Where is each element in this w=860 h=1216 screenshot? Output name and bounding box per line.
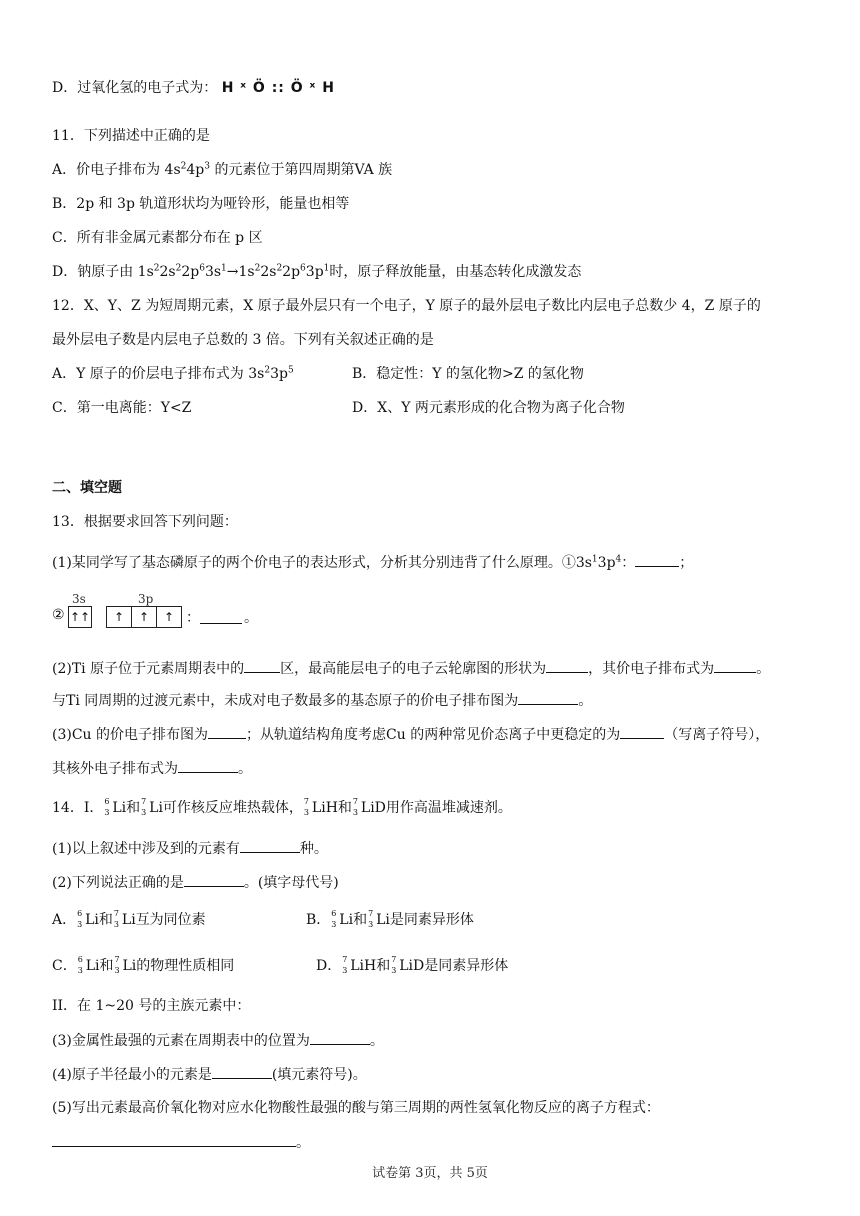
q12-option-d: D．X、Y 两元素形成的化合物为离子化合物 bbox=[352, 400, 625, 416]
orbital-colon: ： bbox=[186, 610, 200, 626]
q14-part4: (4)原子半径最小的元素是 (填元素符号)。 bbox=[52, 1064, 367, 1085]
answer-blank[interactable] bbox=[714, 658, 756, 673]
q11-option-c: C．所有非金属元素都分布在 p 区 bbox=[52, 230, 263, 246]
q14-part5: (5)写出元素最高价氧化物对应水化物酸性最强的酸与第三周期的两性氢氧化物反应的离子方程式： bbox=[52, 1100, 660, 1116]
q14-part5-answer: 。 bbox=[52, 1132, 310, 1153]
q10-d-text: D．过氧化氢的电子式为： bbox=[52, 80, 218, 96]
orbital-3s-box bbox=[68, 606, 92, 628]
answer-blank[interactable] bbox=[518, 690, 578, 705]
q13-stem: 13．根据要求回答下列问题： bbox=[52, 514, 238, 530]
q13-part3-line2: 其核外电子排布式为 。 bbox=[52, 758, 252, 779]
q13-part2-line2: 与Ti 同周期的过渡元素中，未成对电子数最多的基态原子的价电子排布图为 。 bbox=[52, 690, 592, 711]
page-footer: 试卷第 3页，共 5页 bbox=[372, 1166, 488, 1181]
q13-part2: (2)Ti 原子位于元素周期表中的 区，最高能层电子的电子云轮廓图的形状为 ，其价电子排布式为 。 bbox=[52, 658, 770, 679]
answer-blank[interactable] bbox=[178, 758, 238, 773]
q14-option-a: A． 6 3 Li和 7 3 Li互为同位素 bbox=[52, 909, 206, 929]
q14-option-c: C． 6 3 Li和 7 3 Li的物理性质相同 bbox=[52, 955, 235, 975]
q14-part3: (3)金属性最强的元素在周期表中的位置为 。 bbox=[52, 1030, 384, 1051]
q13-part1: (1)某同学写了基态磷原子的两个价电子的表达形式，分析其分别违背了什么原理。$①3s^13p^4$： ； bbox=[52, 552, 693, 573]
orbital-3p-boxes bbox=[106, 606, 182, 628]
answer-blank[interactable] bbox=[184, 872, 244, 887]
q11-stem: 11．下列描述中正确的是 bbox=[52, 128, 210, 144]
q11-option-b: B．2p 和 3p 轨道形状均为哑铃形，能量也相等 bbox=[52, 196, 350, 212]
label-3p: 3p bbox=[138, 592, 154, 606]
answer-blank[interactable] bbox=[52, 1132, 296, 1147]
answer-blank[interactable] bbox=[635, 552, 679, 567]
arrow-up-icon: ↑ bbox=[163, 610, 175, 624]
orbital-end: 。 bbox=[244, 610, 258, 626]
q12-stem-line1: 12．X、Y、Z 为短周期元素，X 原子最外层只有一个电子，Y 原子的最外层电子数比内层电子总数少 4，Z 原子的 bbox=[52, 298, 761, 314]
arrow-up-icon: ↑ bbox=[107, 607, 132, 627]
q14-intro: 14．I． 6 3 Li和 7 3 Li可作核反应堆热载体， 7 3 LiH和 7 3 LiD用作高温堆减速剂。 bbox=[52, 797, 512, 817]
q10-option-d bbox=[52, 78, 335, 98]
answer-blank[interactable] bbox=[200, 609, 242, 624]
q12-option-c: C．第一电离能：Y<Z bbox=[52, 400, 192, 416]
q11-option-d: D．钠原子由 $1s^22s^22p^63s^1\to 1s^22s^22p^63p^1$时，原子释放能量，由基态转化成激发态 bbox=[52, 263, 582, 280]
q14-part1: (1)以上叙述中涉及到的元素有 种。 bbox=[52, 838, 328, 859]
answer-blank[interactable] bbox=[244, 658, 280, 673]
q14-part-ii: II．在 1~20 号的主族元素中： bbox=[52, 998, 251, 1014]
q11-option-a: A．价电子排布为 $4s^24p^3$ 的元素位于第四周期第VA 族 bbox=[52, 161, 393, 178]
answer-blank[interactable] bbox=[310, 1030, 370, 1045]
answer-blank[interactable] bbox=[240, 838, 300, 853]
answer-blank[interactable] bbox=[212, 1064, 272, 1079]
circled-two: ② bbox=[52, 607, 65, 623]
orbital-diagram bbox=[52, 592, 258, 632]
q13-part3: (3)Cu 的价电子排布图为 ；从轨道结构角度考虑Cu 的两种常见价态离子中更稳定的为 （写离子符号）， bbox=[52, 724, 769, 745]
answer-blank[interactable] bbox=[208, 724, 246, 739]
answer-blank[interactable] bbox=[546, 658, 588, 673]
q12-option-a: A．Y 原子的价层电子排布式为 $3s^23p^5$ bbox=[52, 365, 294, 382]
section-heading-fill-in: 二、填空题 bbox=[52, 480, 122, 496]
label-3s: 3s bbox=[72, 592, 86, 606]
q14-part2: (2)下列说法正确的是 。(填字母代号) bbox=[52, 872, 339, 893]
paired-arrows-icon: ↑↑ bbox=[69, 610, 91, 624]
electron-dot-formula: H ˣ Ö :: Ö ˣ H bbox=[221, 80, 335, 96]
q12-option-b: B．稳定性：Y 的氢化物>Z 的氢化物 bbox=[352, 366, 584, 382]
q14-option-d: D． 7 3 LiH和 7 3 LiD是同素异形体 bbox=[316, 955, 509, 975]
q14-option-b: B． 6 3 Li和 7 3 Li是同素异形体 bbox=[306, 909, 474, 929]
q12-stem-line2: 最外层电子数是内层电子总数的 3 倍。下列有关叙述正确的是 bbox=[52, 332, 434, 348]
answer-blank[interactable] bbox=[620, 724, 664, 739]
arrow-up-icon: ↑ bbox=[132, 607, 157, 627]
